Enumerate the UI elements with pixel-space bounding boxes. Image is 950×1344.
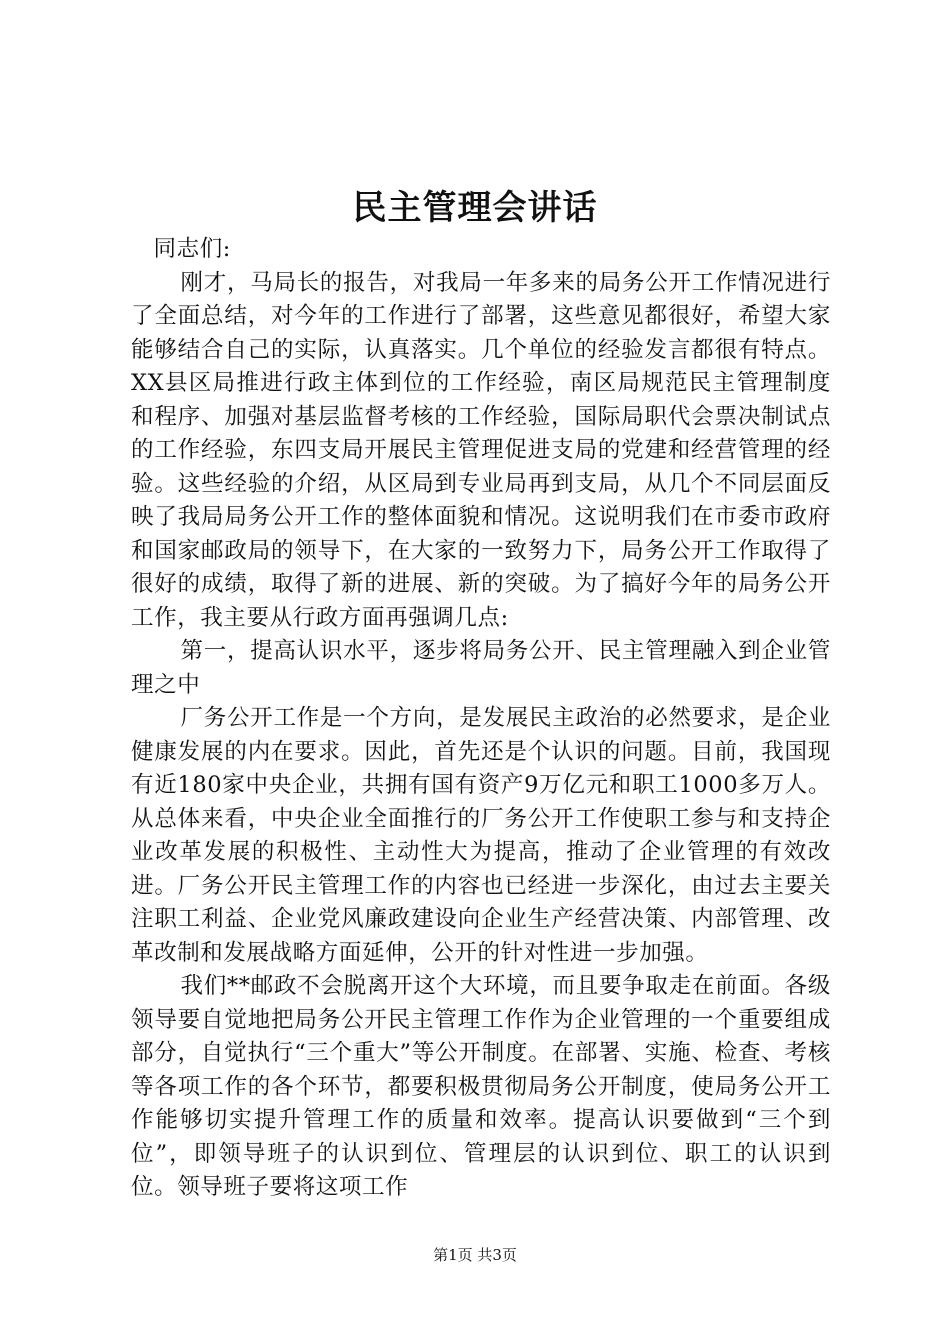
paragraph-factory-affairs: 厂务公开工作是一个方向，是发展民主政治的必然要求，是企业健康发展的内在要求。因此，首先还是个认识的问题。目前，我国现有近180家中央企业，共拥有国有资产9万亿元和职工1000多万人。从总体来看，中央企业全面推行的厂务公开工作使职工参与和支持企业改革发展的积极性、主动性大为提高，推动了企业管理的有效改进。厂务公开民主管理工作的内容也已经进一步深化，由过去主要关注职工利益、企业党风廉政建设向企业生产经营决策、内部管理、改革改制和发展战略方面延伸，公开的针对性进一步加强。 [131,705,831,966]
document-title: 民主管理会讲话 [352,188,598,228]
page-number-footer: 第1页 共3页 [433,1246,517,1264]
paragraph-heading-first-point: 第一，提高认识水平，逐步将局务公开、民主管理融入到企业管理之中 [131,638,831,698]
paragraph-postal-environment: 我们**邮政不会脱离开这个大环境，而且要争取走在前面。各级领导要自觉地把局务公开民主管理工作作为企业管理的一个重要组成部分，自觉执行“三个重大”等公开制度。在部署、实施、检查、考核等各项工作的各个环节，都要积极贯彻局务公开制度，使局务公开工作能够切实提升管理工作的质量和效率。提高认识要做到“三个到位”，即领导班子的认识到位、管理层的认识到位、职工的认识到位。领导班子要将这项工作 [131,973,831,1200]
document-body [131,233,831,1205]
paragraph-intro: 刚才，马局长的报告，对我局一年多来的局务公开工作情况进行了全面总结，对今年的工作进行了部署，这些意见都很好，希望大家能够结合自己的实际，认真落实。几个单位的经验发言都很有特点。XX县区局推进行政主体到位的工作经验，南区局规范民主管理制度和程序、加强对基层监督考核的工作经验，国际局职代会票决制试点的工作经验，东四支局开展民主管理促进支局的党建和经营管理的经验。这些经验的介绍，从区局到专业局再到支局，从几个不同层面反映了我局局务公开工作的整体面貌和情况。这说明我们在市委市政府和国家邮政局的领导下，在大家的一致努力下，局务公开工作取得了很好的成绩，取得了新的进展、新的突破。为了搞好今年的局务公开工作，我主要从行政方面再强调几点: [131,269,831,631]
salutation: 同志们: [153,236,231,262]
